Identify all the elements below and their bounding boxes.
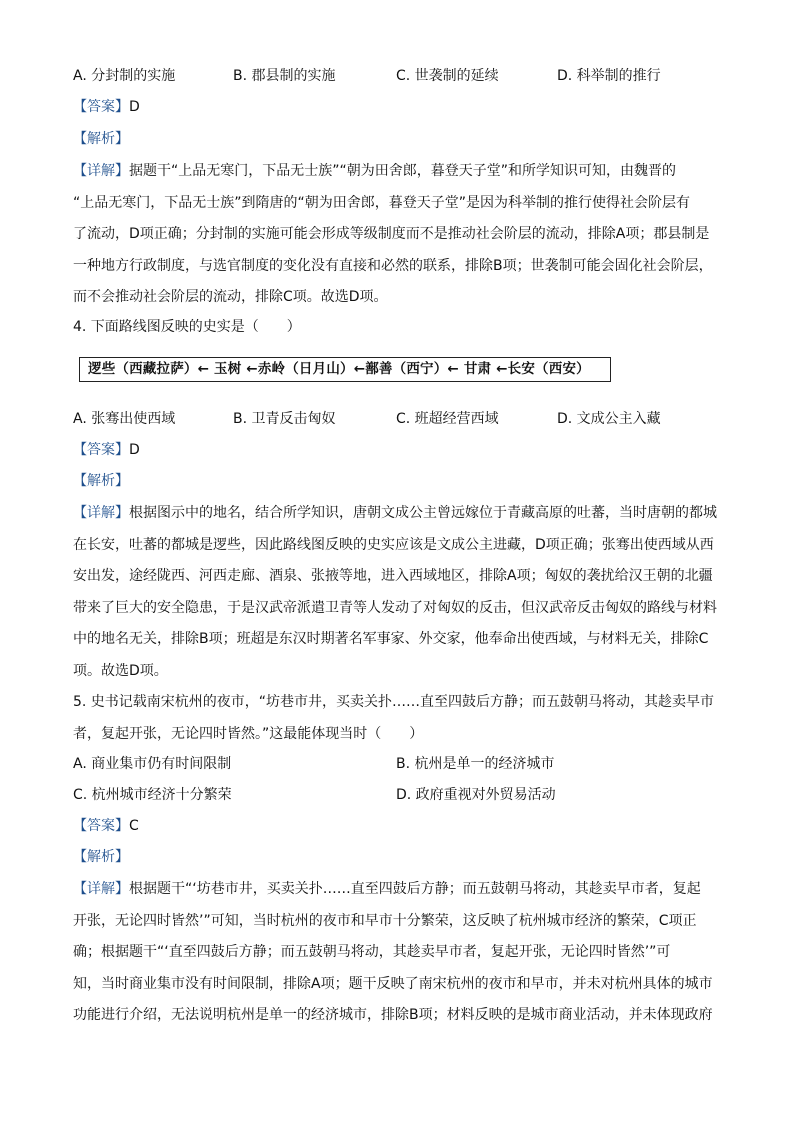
answer-tag: 【答案】 (73, 99, 129, 115)
analysis-tag: 【解析】 (73, 849, 129, 865)
stem-line: 5. 史书记载南宋杭州的夜市，“坊巷市井，买卖关扑……直至四鼓后方静；而五鼓朝马将动，其趁卖早市 (73, 694, 715, 710)
q3-option-c: C. 世袭制的延续 (396, 68, 499, 84)
analysis-tag: 【解析】 (73, 131, 129, 147)
q3-option-d: D. 科举制的推行 (557, 68, 661, 84)
detail-line (73, 156, 721, 188)
q4-option-c: C. 班超经营西域 (396, 411, 499, 427)
detail-line: 带来了巨大的安全隐患，于是汉武帝派遣卫青等人发动了对匈奴的反击，但汉武帝反击匈奴的路线与材料 (73, 599, 717, 616)
detail-line: 在长安，吐蕃的都城是逻些，因此路线图反映的史实应该是文成公主进藏，D项正确；张骞出使西域从西 (73, 536, 714, 553)
q4-option-b: B. 卫青反击匈奴 (233, 411, 336, 427)
detail-text: 根据题干“‘坊巷市井，买卖关扑……直至四鼓后方静；而五鼓朝马将动，其趁卖早市者，复起 (129, 881, 701, 897)
detail-tag: 【详解】 (73, 505, 129, 521)
detail-line: 而不会推动社会阶层的流动，排除C项。故选D项。 (73, 289, 388, 305)
stem-line: 者，复起开张，无论四时皆然。”这最能体现当时（ ） (73, 725, 424, 742)
answer-value: C (129, 818, 139, 834)
q4-option-a: A. 张骞出使西域 (73, 411, 176, 427)
q4-analysis-heading (73, 471, 129, 491)
detail-tag: 【详解】 (73, 163, 129, 179)
q5-option-a: A. 商业集市仍有时间限制 (73, 756, 232, 772)
detail-line: 了流动，D项正确；分封制的实施可能会形成等级制度而不是推动社会阶层的流动，排除A项；郡县制是 (73, 226, 710, 242)
q4-detail (73, 498, 721, 687)
detail-line: 功能进行介绍，无法说明杭州是单一的经济城市，排除B项；材料反映的是城市商业活动，并未体现政府 (73, 1007, 713, 1023)
detail-tag: 【详解】 (73, 881, 129, 897)
detail-text: 根据图示中的地名，结合所学知识，唐朝文成公主曾远嫁位于青藏高原的吐蕃，当时唐朝的都城 (129, 505, 717, 521)
q5-option-b: B. 杭州是单一的经济城市 (396, 756, 555, 772)
q3-answer (73, 97, 140, 117)
q5-detail (73, 874, 721, 1032)
detail-line: 一种地方行政制度，与选官制度的变化没有直接和必然的联系，排除B项；世袭制可能会固化社会阶层， (73, 257, 713, 274)
q3-option-a: A. 分封制的实施 (73, 68, 176, 84)
detail-line: “上品无寒门，下品无士族”到隋唐的“朝为田舍郎，暮登天子堂”是因为科举制的推行使得社会阶层有 (73, 194, 691, 211)
answer-tag: 【答案】 (73, 442, 129, 458)
analysis-tag: 【解析】 (73, 473, 129, 489)
q5-analysis-heading (73, 847, 129, 867)
answer-tag: 【答案】 (73, 818, 129, 834)
answer-value: D (129, 99, 140, 115)
q5-stem (73, 687, 721, 750)
detail-line: 知，当时商业集市没有时间限制，排除A项；题干反映了南宋杭州的夜市和早市，并未对杭州具体的城市 (73, 975, 713, 992)
q4-stem: 4. 下面路线图反映的史实是（ ） (73, 319, 301, 335)
q5-option-c: C. 杭州城市经济十分繁荣 (73, 787, 232, 803)
detail-text: 据题干“上品无寒门，下品无士族”“朝为田舍郎，暮登天子堂”和所学知识可知，由魏晋的 (129, 163, 677, 179)
detail-line: 确；根据题干“‘直至四鼓后方静；而五鼓朝马将动，其趁卖早市者，复起开张，无论四时皆然’”可 (73, 944, 671, 960)
detail-line: 开张，无论四时皆然’”可知，当时杭州的夜市和早市十分繁荣，这反映了杭州城市经济的繁荣，C项正 (73, 912, 697, 929)
q3-option-b: B. 郡县制的实施 (233, 68, 336, 84)
q4-answer (73, 440, 140, 460)
detail-line: 安出发，途经陇西、河西走廊、酒泉、张掖等地，进入西域地区，排除A项；匈奴的袭扰给汉王朝的北疆 (73, 568, 713, 584)
detail-line: 项。故选D项。 (73, 662, 168, 679)
detail-line (73, 874, 721, 906)
q5-answer (73, 816, 139, 836)
answer-value: D (129, 442, 140, 458)
q4-option-d: D. 文成公主入藏 (557, 411, 661, 427)
q3-analysis-heading (73, 129, 129, 149)
q5-option-d: D. 政府重视对外贸易活动 (396, 787, 556, 803)
detail-line (73, 498, 721, 530)
q3-detail (73, 156, 721, 314)
detail-line: 中的地名无关，排除B项；班超是东汉时期著名军事家、外交家，他奉命出使西域，与材料无关，排除C (73, 631, 709, 647)
route-diagram: 逻些（西藏拉萨）← 玉树 ←赤岭（日月山）←鄯善（西宁）← 甘肃 ←长安（西安） (79, 357, 611, 382)
